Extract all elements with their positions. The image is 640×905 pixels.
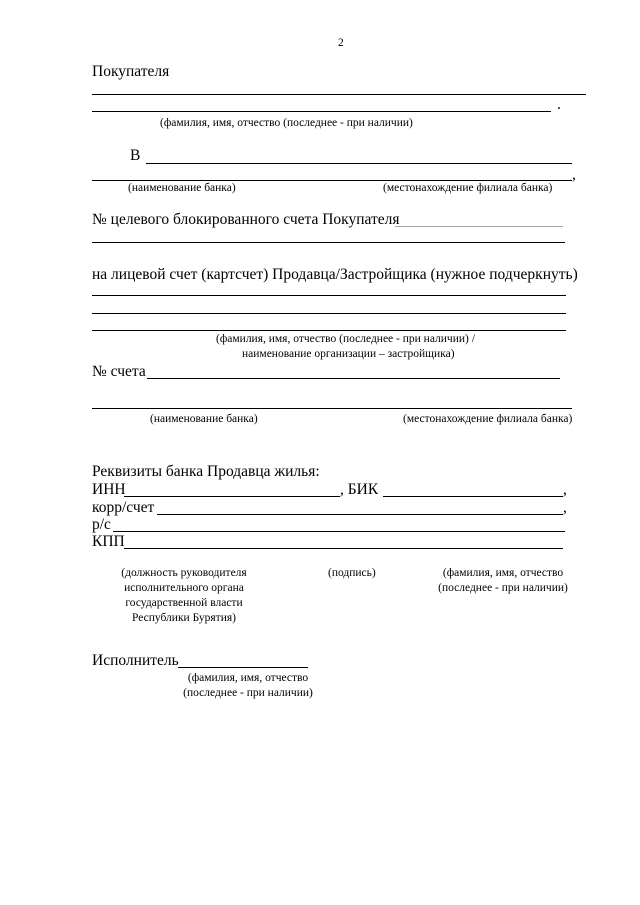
- seller-line-1: [92, 295, 566, 296]
- corr-comma: ,: [563, 499, 567, 516]
- executor-field: [178, 667, 308, 668]
- blocked-account-field: [395, 226, 563, 227]
- seller-caption-2: наименование организации – застройщика): [242, 348, 455, 360]
- account-branch-caption: (местонахождение филиала банка): [403, 413, 573, 425]
- position-caption-1: (должность руководителя: [121, 567, 247, 579]
- buyer-label: Покупателя: [92, 63, 170, 80]
- buyer-bank-line-2: [92, 180, 572, 181]
- buyer-bank-caption: (наименование банка): [128, 182, 236, 194]
- executor-caption-2: (последнее - при наличии): [183, 687, 313, 699]
- inn-field: [124, 496, 340, 497]
- rs-label: р/с: [92, 516, 111, 533]
- kpp-field: [124, 548, 563, 549]
- blocked-account-line-2: [92, 242, 565, 243]
- account-bank-caption: (наименование банка): [150, 413, 258, 425]
- fio-caption-2: (последнее - при наличии): [438, 582, 568, 594]
- buyer-fio-caption: (фамилия, имя, отчество (последнее - при наличии): [160, 117, 413, 129]
- seller-line-3: [92, 330, 566, 331]
- rs-field: [113, 531, 565, 532]
- seller-bank-heading: Реквизиты банка Продавца жилья:: [92, 463, 320, 480]
- page-number: 2: [338, 37, 344, 49]
- seller-caption-1: (фамилия, имя, отчество (последнее - при наличии) /: [216, 333, 475, 345]
- account-number-label: № счета: [92, 363, 146, 380]
- position-caption-3: государственной власти: [125, 597, 243, 609]
- account-bank-line: [92, 408, 572, 409]
- buyer-bank-line-1: [146, 163, 572, 164]
- bik-comma: ,: [563, 481, 567, 498]
- buyer-bank-prefix: В: [130, 147, 141, 164]
- fio-caption-1: (фамилия, имя, отчество: [442, 567, 564, 579]
- corr-field: [157, 514, 563, 515]
- signature-caption: (подпись): [328, 567, 376, 579]
- seller-line-2: [92, 313, 566, 314]
- corr-label: корр/счет: [92, 499, 155, 516]
- buyer-branch-caption: (местонахождение филиала банка): [383, 182, 553, 194]
- account-number-line: [147, 378, 560, 379]
- buyer-name-line-1: [92, 94, 586, 95]
- blocked-account-label: № целевого блокированного счета Покупателя: [92, 211, 400, 228]
- buyer-period: .: [557, 96, 561, 113]
- bik-field: [383, 496, 563, 497]
- buyer-name-line-2: [92, 111, 551, 112]
- bik-label: , БИК: [340, 481, 379, 498]
- position-caption-4: Республики Бурятия): [132, 612, 236, 624]
- inn-label: ИНН: [92, 481, 126, 498]
- position-caption-2: исполнительного органа: [124, 582, 244, 594]
- executor-label: Исполнитель: [92, 652, 179, 669]
- executor-caption-1: (фамилия, имя, отчество: [187, 672, 309, 684]
- kpp-label: КПП: [92, 533, 125, 550]
- buyer-bank-comma: ,: [572, 166, 576, 183]
- seller-account-text: на лицевой счет (картсчет) Продавца/Застройщика (нужное подчеркнуть): [92, 266, 578, 283]
